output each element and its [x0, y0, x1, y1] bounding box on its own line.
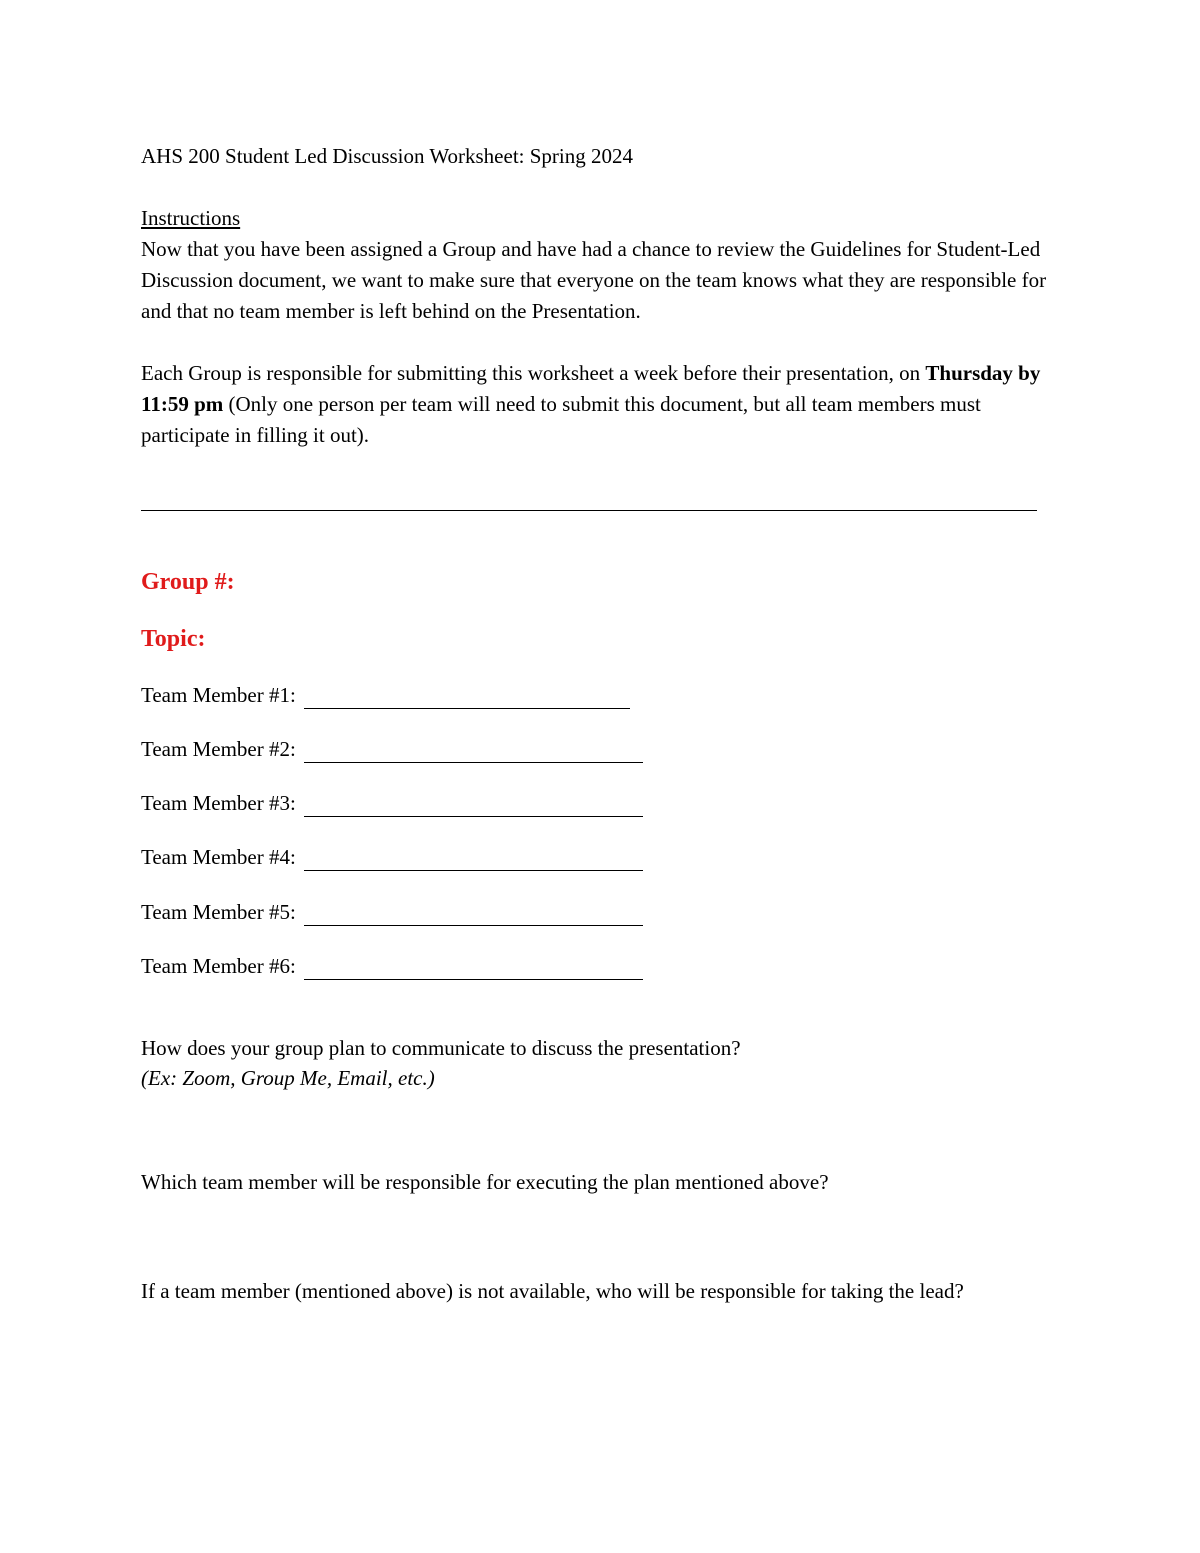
team-member-5-blank[interactable] [304, 897, 643, 926]
team-member-label: Team Member #6: [141, 954, 296, 978]
team-member-label: Team Member #5: [141, 900, 296, 924]
deadline-intro-text: Each Group is responsible for submitting this worksheet a week before their presentation, on [141, 361, 926, 385]
backup-lead-question: If a team member (mentioned above) is not available, who will be responsible for taking the lead? [141, 1279, 964, 1303]
team-member-3-blank[interactable] [304, 788, 643, 817]
instructions-paragraph-2 [141, 358, 1041, 451]
team-member-6-blank[interactable] [304, 951, 643, 980]
page-title: AHS 200 Student Led Discussion Worksheet: Spring 2024 [141, 144, 633, 168]
deadline-bold-text: Thursday by 11:59 pm [141, 361, 1041, 416]
team-member-label: Team Member #3: [141, 791, 296, 815]
team-member-label: Team Member #1: [141, 683, 296, 707]
communication-example: (Ex: Zoom, Group Me, Email, etc.) [141, 1066, 435, 1090]
section-divider [141, 510, 1037, 511]
executor-question: Which team member will be responsible for executing the plan mentioned above? [141, 1170, 829, 1194]
instructions-heading: Instructions [141, 206, 241, 230]
team-member-row-5 [141, 897, 643, 928]
team-member-4-blank[interactable] [304, 842, 643, 871]
team-member-2-blank[interactable] [304, 734, 643, 763]
team-member-row-1 [141, 680, 630, 711]
team-member-row-6 [141, 951, 643, 982]
team-member-1-blank[interactable] [304, 680, 630, 709]
group-number-label: Group #: [141, 569, 235, 595]
team-member-label: Team Member #2: [141, 737, 296, 761]
team-member-row-4 [141, 842, 643, 873]
deadline-note-text: (Only one person per team will need to submit this document, but all team members must participate in filling it out). [141, 392, 981, 447]
instructions-paragraph-1: Now that you have been assigned a Group and have had a chance to review the Guidelines for Student-Led Discussion document, we want to make sure that everyone on the team knows what they are responsible for and that no team member is left behind on the Presentation. [141, 237, 1047, 323]
topic-label: Topic: [141, 626, 206, 652]
team-member-label: Team Member #4: [141, 845, 296, 869]
team-member-row-3 [141, 788, 643, 819]
team-member-row-2 [141, 734, 643, 765]
communication-question: How does your group plan to communicate to discuss the presentation? [141, 1036, 741, 1060]
